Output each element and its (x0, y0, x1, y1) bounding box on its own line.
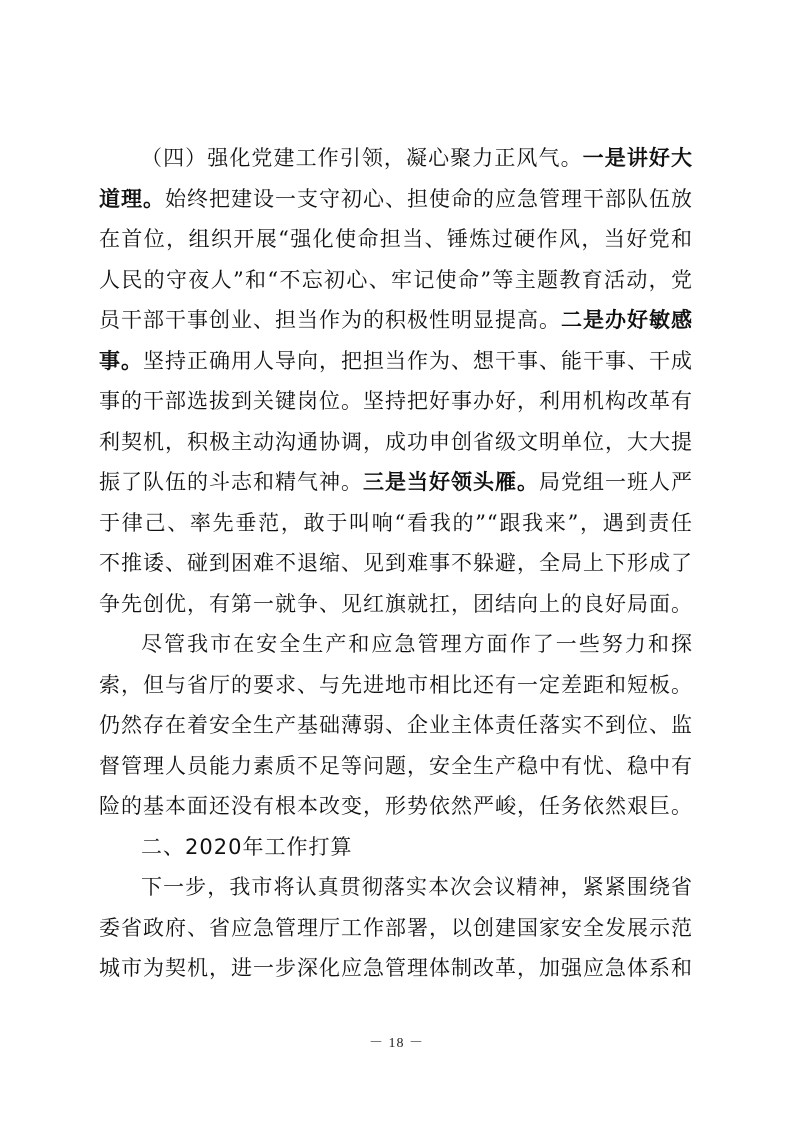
section-heading-four: （四）强化党建工作引领，凝心聚力正风气。 (141, 146, 583, 170)
point-two-text: 坚持正确用人导向，把担当作为、想干事、能干事、干成事的干部选拔到关键岗位。坚持把好事办好，利用机构改革有利契机，积极主动沟通协调，成功申创省级文明单位，大大提振了队伍的斗志和精气神。 (99, 348, 693, 494)
next-steps-text: 下一步，我市将认真贯彻落实本次会议精神，紧紧围绕省委省政府、省应急管理厅工作部署，以创建国家安全发展示范城市为契机，进一步深化应急管理体制改革，加强应急体系和 (99, 875, 693, 980)
bold-point-two: 二是办好敏感事。 (99, 308, 693, 373)
paragraph-shortcomings (99, 624, 693, 827)
point-one-text: 始终把建设一支守初心、担使命的应急管理干部队伍放在首位，组织开展“强化使命担当、锤炼过硬作风，当好党和人民的守夜人”和“不忘初心、牢记使命”等主题教育活动，党员干部干事创业、担当作为的积极性明显提高。 (99, 186, 693, 332)
section-heading-text: 二、2020年工作打算 (141, 834, 353, 859)
point-three-text: 局党组一班人严于律己、率先垂范，敢于叫响“看我的”“跟我来”，遇到责任不推诿、碰到困难不退缩、见到难事不躲避，全局上下形成了争先创优，有第一就争、见红旗就扛，团结向上的良好局面。 (99, 470, 693, 616)
paragraph-party-building (99, 138, 693, 624)
paragraph-next-steps (99, 867, 693, 989)
bold-point-three: 三是当好领头雁。 (363, 470, 539, 494)
bold-point-one: 一是讲好大道理。 (99, 146, 694, 211)
shortcomings-text: 尽管我市在安全生产和应急管理方面作了一些努力和探索，但与省厅的要求、与先进地市相比还有一定差距和短板。仍然存在着安全生产基础薄弱、企业主体责任落实不到位、监督管理人员能力素质不足等问题，安全生产稳中有忧、稳中有险的基本面还没有根本改变，形势依然严峻，任务依然艰巨。 (99, 632, 693, 818)
section-heading-2020-plan (99, 827, 693, 868)
document-body (99, 138, 693, 989)
page-number: － 18 － (369, 1036, 424, 1051)
